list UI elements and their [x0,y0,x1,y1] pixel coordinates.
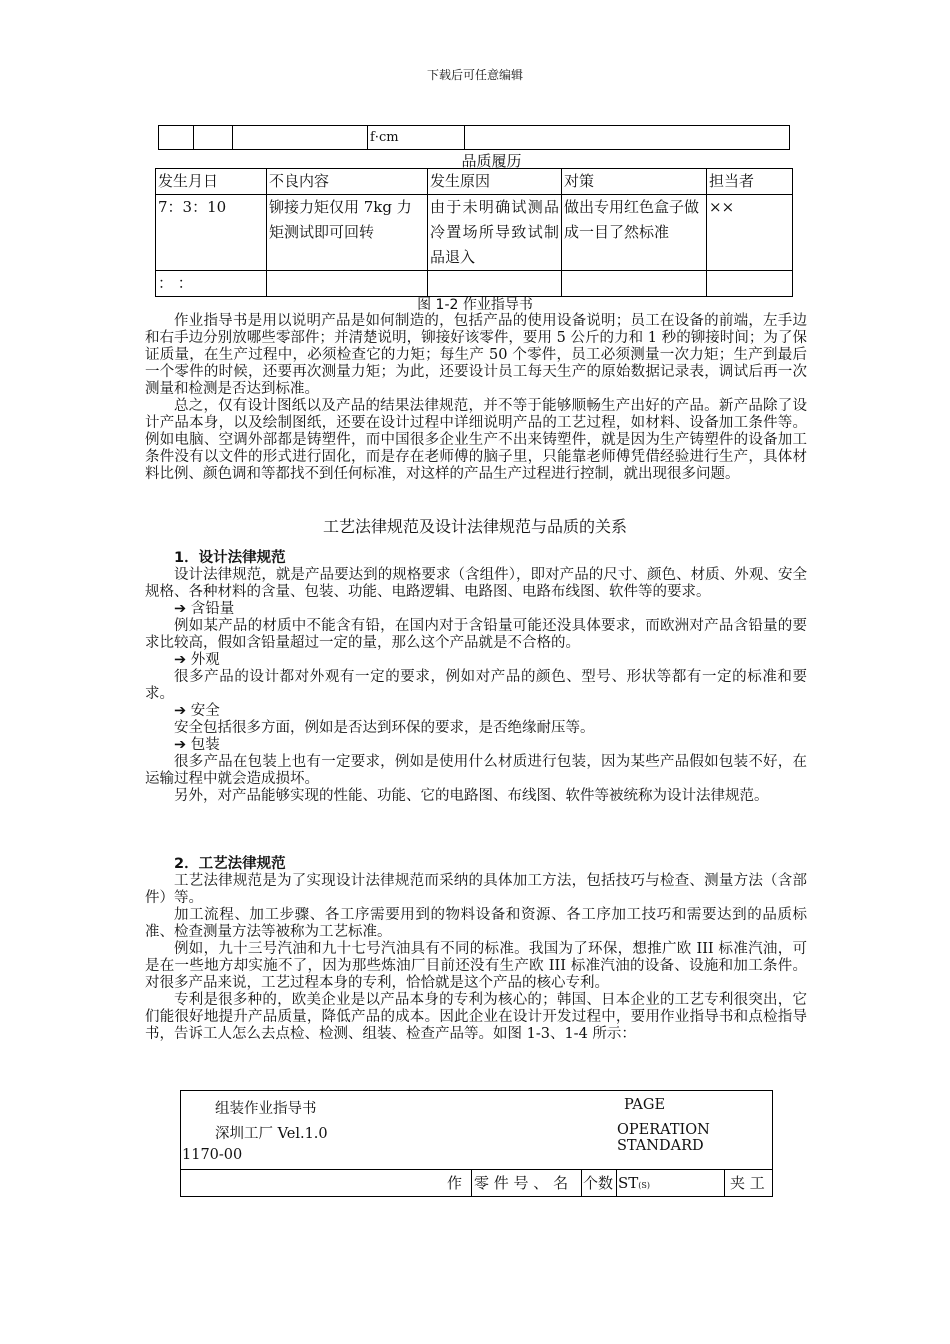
header-cell: 发生月日 [156,169,267,195]
factory-version: 深圳工厂 Vel.1.0 [215,1126,328,1142]
paragraph: 总之，仅有设计图纸以及产品的结果法律规范，并不等于能够顺畅生产出好的产品。新产品除了设计产品本身，以及绘制图纸，还要在设计过程中详细说明产品的工艺过程，如材料、设备加工条件等。例如电脑、空调外部都是铸塑件，而中国很多企业生产不出来铸塑件，就是因为生产铸塑件的设备加工条件没有以文件的形式进行固化，而是存在老师傅的脑子里，只能靠老师傅凭借经验进行生产，具体材料比例、颜色调和等都找不到任何标准，对这样的产品生产过程进行控制，就出现很多问题。 [145,398,807,482]
paragraph: 很多产品在包装上也有一定要求，例如是使用什么材质进行包装，因为某些产品假如包装不好，在运输过程中就会造成损坏。 [145,754,807,787]
header-cell: 对策 [562,169,707,195]
header-cell: 不良内容 [267,169,428,195]
paragraph: 设计法律规范，就是产品要达到的规格要求（含组件），即对产品的尺寸、颜色、材质、外观、安全规格、各种材料的含量、包装、功能、电路逻辑、电路图、电路布线图、软件等的要求。 [145,567,807,600]
quality-history-caption: 品质履历 [461,152,522,170]
col-st [618,1170,650,1196]
top-strip-table [158,125,790,150]
defect-cell [267,271,428,297]
col-work: 作 [447,1174,463,1192]
sheet-columns-row [181,1169,772,1196]
table-header-row [156,169,793,195]
standard-label: OPERATION STANDARD [617,1122,710,1154]
arrow-icon: ➔ [174,601,187,617]
arrow-icon: ➔ [174,703,187,719]
figure-caption: 图 1-2 作业指导书 [417,297,533,313]
defect-cell: 铆接力矩仅用 7kg 力矩测试即可回转 [267,195,428,271]
measure-cell: 做出专用红色盒子做成一目了然标准 [562,195,707,271]
strip-cell [465,126,790,150]
col-fixture: 夹 工 [730,1174,765,1192]
owner-cell [707,271,793,297]
cause-cell [428,271,562,297]
sheet-title: 组装作业指导书 [215,1101,317,1117]
measure-cell [562,271,707,297]
bullet-label: 含铅量 [190,601,235,617]
sheet-code: 1170-00 [182,1147,243,1163]
owner-cell: ×× [707,195,793,271]
strip-cell [159,126,194,150]
bullet-label: 安全 [190,703,220,719]
process-spec-section [145,856,807,1043]
divider [581,1170,582,1196]
date-cell: 7：3：10 [156,195,267,271]
bullet-item [174,737,807,754]
col-part: 零 件 号 、 名 [474,1174,569,1192]
divider [724,1170,725,1196]
date-cell: ： ： [156,271,267,297]
intro-section [145,313,807,483]
table-row [156,271,793,297]
paragraph: 很多产品的设计都对外观有一定的要求，例如对产品的颜色、型号、形状等都有一定的标准和要求。 [145,669,807,702]
paragraph: 安全包括很多方面，例如是否达到环保的要求，是否绝缘耐压等。 [174,720,595,736]
paragraph: 作业指导书是用以说明产品是如何制造的，包括产品的使用设备说明；员工在设备的前端，左手边和右手边分别放哪些零部件；并清楚说明，铆接好该零件，要用 5 公斤的力和 1 秒的铆接时间；为了保证质量，在生产过程中，必须检查它的力矩；每生产 50 个零件，员工必须测量一次力矩；生产到最后一个零件的时候，还要再次测量力矩；为此，还要设计员工每天生产的原始数据记录表，调试后再一次测量和检测是否达到标准。 [145,313,807,397]
divider [471,1170,472,1196]
strip-unit-cell: f·cm [368,126,465,150]
paragraph: 另外，对产品能够实现的性能、功能、它的电路图、布线图、软件等被统称为设计法律规范。 [174,788,769,804]
subsection-title: 2．工艺法律规范 [174,856,286,872]
bullet-item [174,703,807,720]
design-spec-section [145,550,807,805]
bullet-item [174,601,807,618]
col-st-label: ST [618,1174,639,1192]
header-cell: 发生原因 [428,169,562,195]
strip-cell [194,126,233,150]
header-cell: 担当者 [707,169,793,195]
arrow-icon: ➔ [174,652,187,668]
bullet-label: 包装 [190,737,220,753]
subsection-title: 1．设计法律规范 [174,550,286,566]
operation-sheet [180,1090,773,1197]
paragraph: 加工流程、加工步骤、各工序需要用到的物料设备和资源、各工序加工技巧和需要达到的品质标准、检查测量方法等被称为工艺标准。 [145,907,807,940]
paragraph: 工艺法律规范是为了实现设计法律规范而采纳的具体加工方法，包括技巧与检查、测量方法（含部件）等。 [145,873,807,906]
col-st-unit: (S) [638,1181,651,1190]
arrow-icon: ➔ [174,737,187,753]
paragraph: 专利是很多种的，欧美企业是以产品本身的专利为核心的；韩国、日本企业的工艺专利很突出，它们能很好地提升产品质量，降低产品的成本。因此企业在设计开发过程中，要用作业指导书和点检指导书，告诉工人怎么去点检、检测、组装、检查产品等。如图 1-3、1-4 所示： [145,992,807,1042]
page-header: 下载后可任意编辑 [426,68,523,82]
paragraph: 例如某产品的材质中不能含有铅，在国内对于含铅量可能还没具体要求，而欧洲对产品含铅量的要求比较高，假如含铅量超过一定的量，那么这个产品就是不合格的。 [145,618,807,651]
paragraph: 例如，九十三号汽油和九十七号汽油具有不同的标准。我国为了环保，想推广欧 III 标准汽油，可是在一些地方却实施不了，因为那些炼油厂目前还没有生产欧 III 标准汽油的设备、设施和加工条件。对很多产品来说，工艺过程本身的专利，恰恰就是这个产品的核心专利。 [145,941,807,991]
table-row [156,195,793,271]
cause-cell: 由于未明确试测品冷置场所导致试制品退入 [428,195,562,271]
bullet-label: 外观 [190,652,220,668]
section-title: 工艺法律规范及设计法律规范与品质的关系 [322,517,627,536]
page-label: PAGE [624,1097,666,1113]
col-qty: 个数 [583,1174,614,1192]
divider [616,1170,617,1196]
quality-history-table [155,168,793,297]
strip-cell [233,126,368,150]
bullet-item [174,652,807,669]
